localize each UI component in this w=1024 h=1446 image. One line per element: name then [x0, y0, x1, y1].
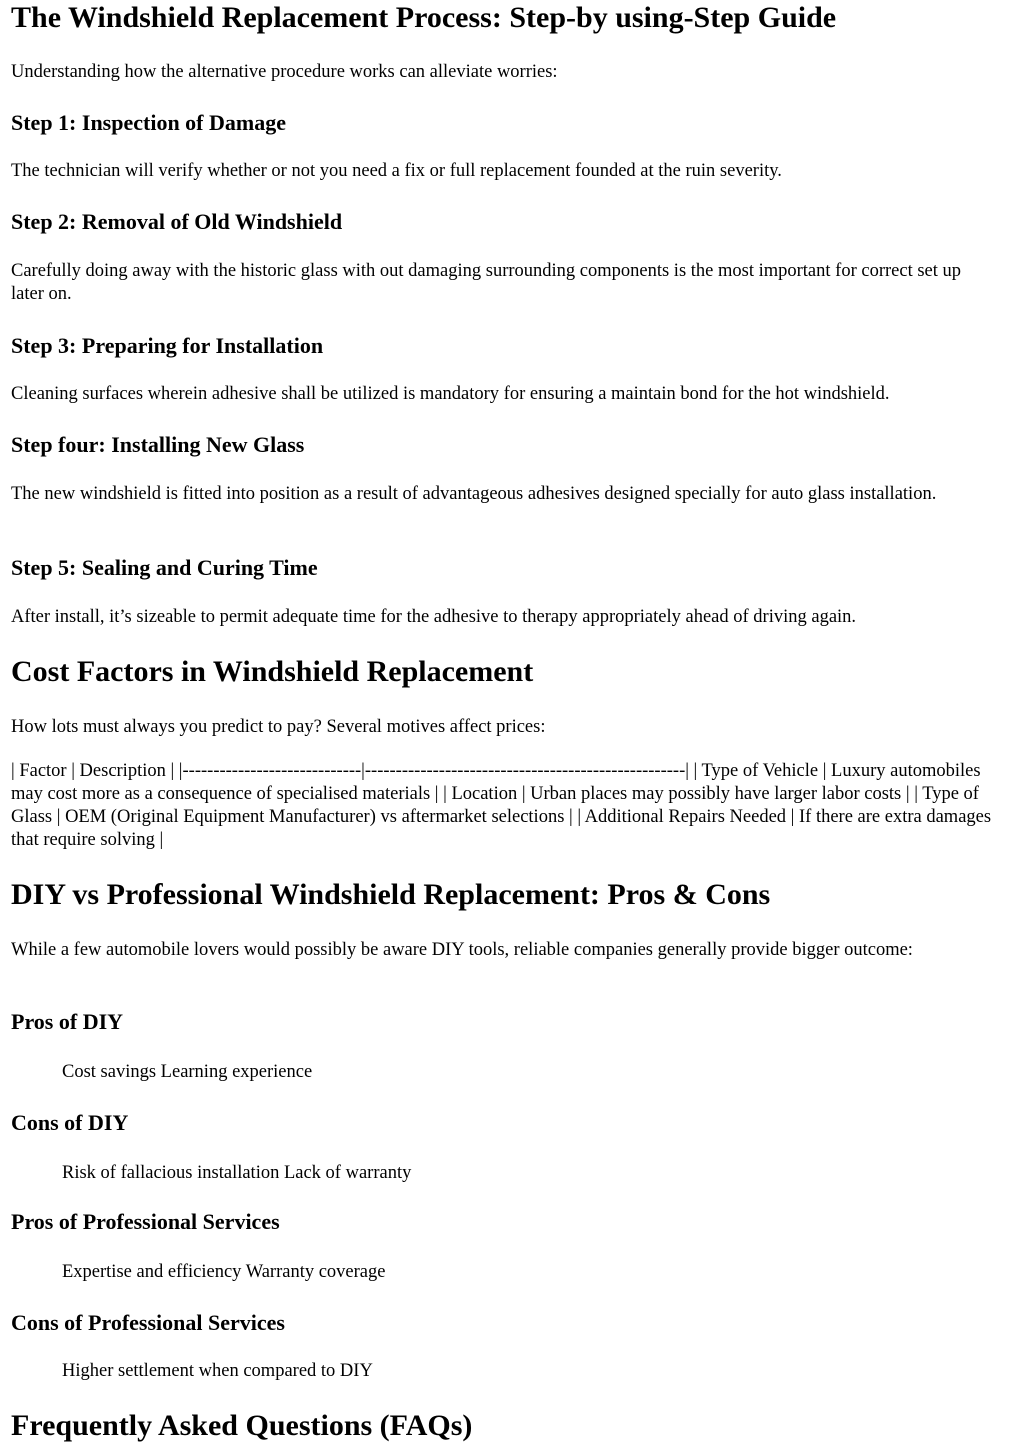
group-heading-cons-pro: Cons of Professional Services	[11, 1310, 285, 1335]
group-text-pros-diy: Cost savings Learning experience	[62, 1062, 313, 1082]
cost-factors-table-text: | Factor | Description | |-----------------------------|----------------------------------------------------| | Type of Vehicle | Luxury automobiles may cost more as a consequence of specialised materials | | Location | Urban places may possibly have larger labor costs | | Type of Glass | OEM (Original Equipment Manufacturer) vs aftermarket selections | | Additional Repairs Needed | If there are extra damages that require solving |	[11, 761, 992, 850]
section-title-replacement-process: The Windshield Replacement Process: Step-by using-Step Guide	[11, 1, 837, 34]
section-intro-diy-vs-pro: While a few automobile lovers would possibly be aware DIY tools, reliable companies generally provide bigger outcome:	[11, 940, 913, 960]
group-text-cons-diy: Risk of fallacious installation Lack of warranty	[62, 1163, 412, 1183]
section-intro-cost-factors: How lots must always you predict to pay? Several motives affect prices:	[11, 717, 546, 737]
step-text-4: The new windshield is fitted into position as a result of advantageous adhesives designed specially for auto glass installation.	[11, 484, 937, 504]
step-heading-5: Step 5: Sealing and Curing Time	[11, 555, 318, 580]
group-heading-pros-diy: Pros of DIY	[11, 1009, 124, 1034]
group-text-cons-pro: Higher settlement when compared to DIY	[62, 1361, 373, 1381]
section-title-cost-factors: Cost Factors in Windshield Replacement	[11, 655, 534, 688]
step-heading-4: Step four: Installing New Glass	[11, 432, 305, 457]
section-title-faqs: Frequently Asked Questions (FAQs)	[11, 1409, 473, 1442]
step-text-1: The technician will verify whether or not you need a fix or full replacement founded at the ruin severity.	[11, 161, 782, 181]
step-text-2: Carefully doing away with the historic glass with out damaging surrounding components is the most important for correct set up later on.	[11, 261, 962, 304]
group-heading-pros-pro: Pros of Professional Services	[11, 1209, 280, 1234]
step-heading-2: Step 2: Removal of Old Windshield	[11, 209, 343, 234]
step-heading-1: Step 1: Inspection of Damage	[11, 110, 286, 135]
step-text-5: After install, it’s sizeable to permit adequate time for the adhesive to therapy appropriately ahead of driving again.	[11, 607, 857, 627]
section-title-diy-vs-pro: DIY vs Professional Windshield Replacement: Pros & Cons	[11, 878, 771, 911]
group-heading-cons-diy: Cons of DIY	[11, 1110, 129, 1135]
step-heading-3: Step 3: Preparing for Installation	[11, 333, 324, 358]
section-intro-replacement-process: Understanding how the alternative procedure works can alleviate worries:	[11, 62, 558, 82]
step-text-3: Cleaning surfaces wherein adhesive shall be utilized is mandatory for ensuring a maintain bond for the hot windshield.	[11, 384, 890, 404]
group-text-pros-pro: Expertise and efficiency Warranty coverage	[62, 1262, 386, 1282]
